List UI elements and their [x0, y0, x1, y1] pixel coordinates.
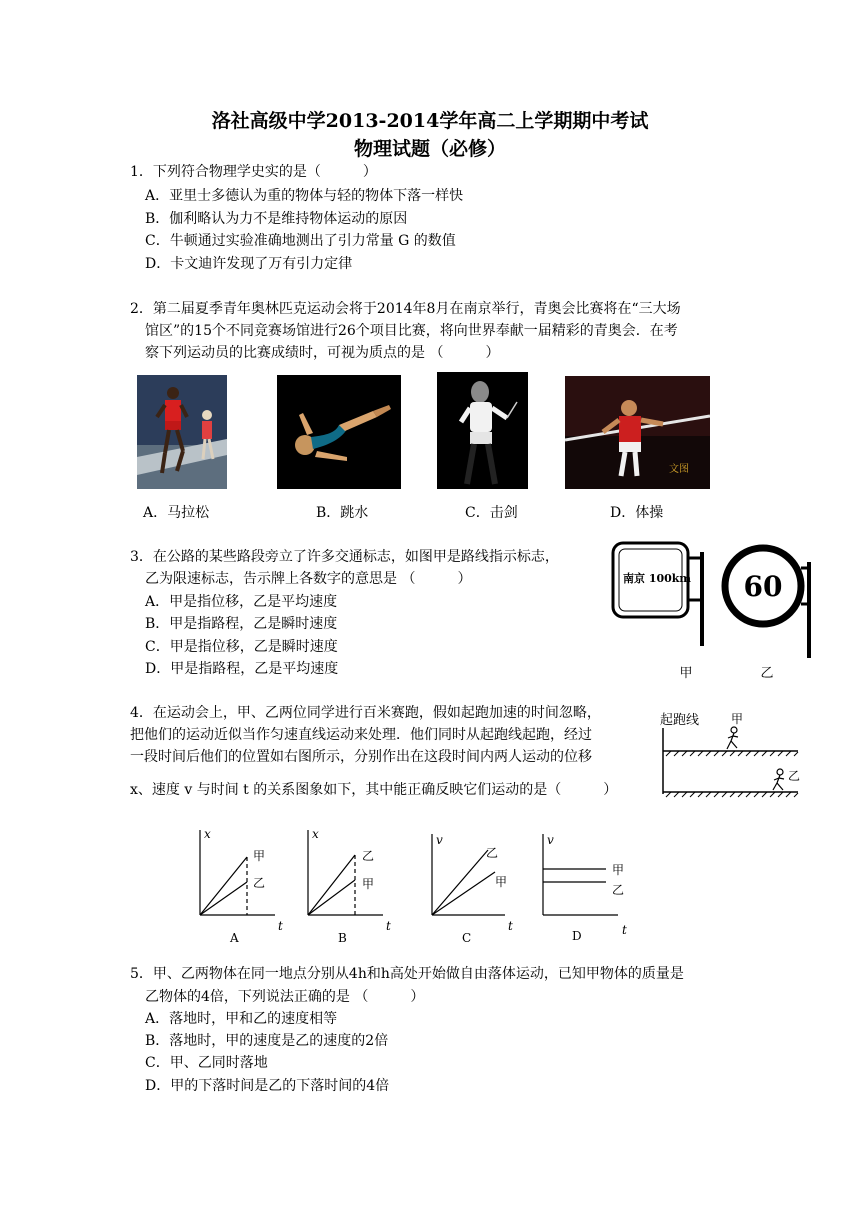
q4-stem-line2: 把他们的运动近似当作匀速直线运动来处理．他们同时从起跑线起跑，经过: [130, 727, 592, 743]
gymnastics-watermark: 文图: [669, 464, 689, 475]
traffic-signs-figure: [605, 538, 815, 683]
runner-yi-icon: [773, 769, 784, 790]
route-sign-text: 南京 100km: [623, 572, 692, 585]
graph-a-y-label: x: [204, 827, 211, 841]
q3-option-b: B．甲是指路程，乙是瞬时速度: [145, 616, 338, 632]
q2-option-b: B．跳水: [316, 505, 369, 521]
sign-yi-label: 乙: [760, 666, 774, 681]
q5-option-d: D．甲的下落时间是乙的下落时间的4倍: [145, 1078, 390, 1094]
graph-d-label: D: [572, 929, 582, 943]
speed-limit-value: 60: [743, 570, 783, 603]
graph-b-y-label: x: [312, 827, 319, 841]
q3-option-d: D．甲是指路程，乙是平均速度: [145, 661, 339, 677]
q5-option-b: B．落地时，甲的速度是乙的速度的2倍: [145, 1033, 389, 1049]
exam-subtitle: 物理试题（必修）: [353, 138, 506, 160]
q4-stem-line4: x、速度 v 与时间 t 的关系图象如下，其中能正确反映它们运动的是（ ）: [130, 782, 618, 798]
gymnastics-photo: [565, 376, 710, 489]
exam-title: 洛社高级中学2013-2014学年高二上学期期中考试: [211, 110, 649, 132]
graph-a-line-upper: [200, 857, 247, 915]
sign-jia-label: 甲: [679, 666, 693, 681]
q4-stem-line1: 4．在运动会上，甲、乙两位同学进行百米赛跑，假如起跑加速的时间忽略，: [130, 705, 601, 721]
race-figure: [658, 706, 803, 801]
q5-option-a: A．落地时，甲和乙的速度相等: [145, 1011, 338, 1027]
q3-stem-line1: 3．在公路的某些路段旁立了许多交通标志，如图甲是路线指示标志，: [130, 549, 559, 565]
q2-option-a: A．马拉松: [143, 505, 210, 521]
graph-b-label: B: [338, 931, 347, 945]
graph-a-upper-label: 甲: [253, 849, 266, 863]
graph-c-upper-label: 乙: [486, 846, 499, 860]
q3-option-a: A．甲是指位移，乙是平均速度: [145, 594, 338, 610]
q2-stem-line3: 察下列运动员的比赛成绩时，可视为质点的是 （ ）: [145, 345, 500, 361]
q3-option-c: C．甲是指位移，乙是瞬时速度: [145, 639, 338, 655]
graph-b-upper-label: 乙: [362, 849, 375, 863]
graph-a-x-label: t: [278, 919, 283, 933]
q5-option-c: C．甲、乙同时落地: [145, 1055, 268, 1071]
graph-c-x-label: t: [508, 919, 513, 933]
q4-stem-line3: 一段时间后他们的位置如右图所示，分别作出在这段时间内两人运动的位移: [130, 749, 592, 765]
q3-stem-line2: 乙为限速标志，告示牌上各数字的意思是 （ ）: [145, 571, 472, 587]
graph-d-upper-label: 甲: [612, 863, 625, 877]
q1-stem: 1．下列符合物理学史实的是（ ）: [130, 164, 377, 180]
runner-yi-label: 乙: [788, 769, 801, 783]
q5-stem-line2: 乙物体的4倍，下列说法正确的是 （ ）: [145, 989, 425, 1005]
graph-c-y-label: v: [436, 833, 443, 847]
graph-d-x-label: t: [622, 923, 627, 937]
graph-d-lower-label: 乙: [612, 883, 625, 897]
q1-option-c: C．牛顿通过实验准确地测出了引力常量 G 的数值: [145, 233, 456, 249]
runner-jia-label: 甲: [731, 712, 744, 726]
q2-option-c: C．击剑: [465, 505, 518, 521]
motion-graphs: [190, 822, 650, 950]
q5-stem-line1: 5．甲、乙两物体在同一地点分别从4h和h高处开始做自由落体运动，已知甲物体的质量是: [130, 966, 684, 982]
start-line-label: 起跑线: [660, 713, 700, 728]
graph-d-y-label: v: [547, 833, 554, 847]
fencing-photo: [437, 372, 528, 489]
graph-b-x-label: t: [386, 919, 391, 933]
q2-stem-line2: 馆区”的15个不同竞赛场馆进行26个项目比赛，将向世界奉献一届精彩的青奥会．在考: [145, 323, 678, 339]
graph-a-lower-label: 乙: [253, 876, 266, 890]
q1-option-d: D．卡文迪许发现了万有引力定律: [145, 256, 353, 272]
marathon-photo: [137, 375, 227, 489]
graph-b-lower-label: 甲: [362, 877, 375, 891]
graph-c-lower-label: 甲: [495, 875, 508, 889]
runner-jia-icon: [727, 727, 738, 749]
q2-option-d: D．体操: [610, 505, 664, 521]
graph-c-label: C: [462, 931, 472, 945]
diving-photo: [277, 375, 401, 489]
graph-a-label: A: [230, 931, 239, 945]
q1-option-b: B．伽利略认为力不是维持物体运动的原因: [145, 211, 408, 227]
q1-option-a: A．亚里士多德认为重的物体与轻的物体下落一样快: [145, 188, 464, 204]
q2-stem-line1: 2．第二届夏季青年奥林匹克运动会将于2014年8月在南京举行，青奥会比赛将在“三大场: [130, 301, 681, 317]
